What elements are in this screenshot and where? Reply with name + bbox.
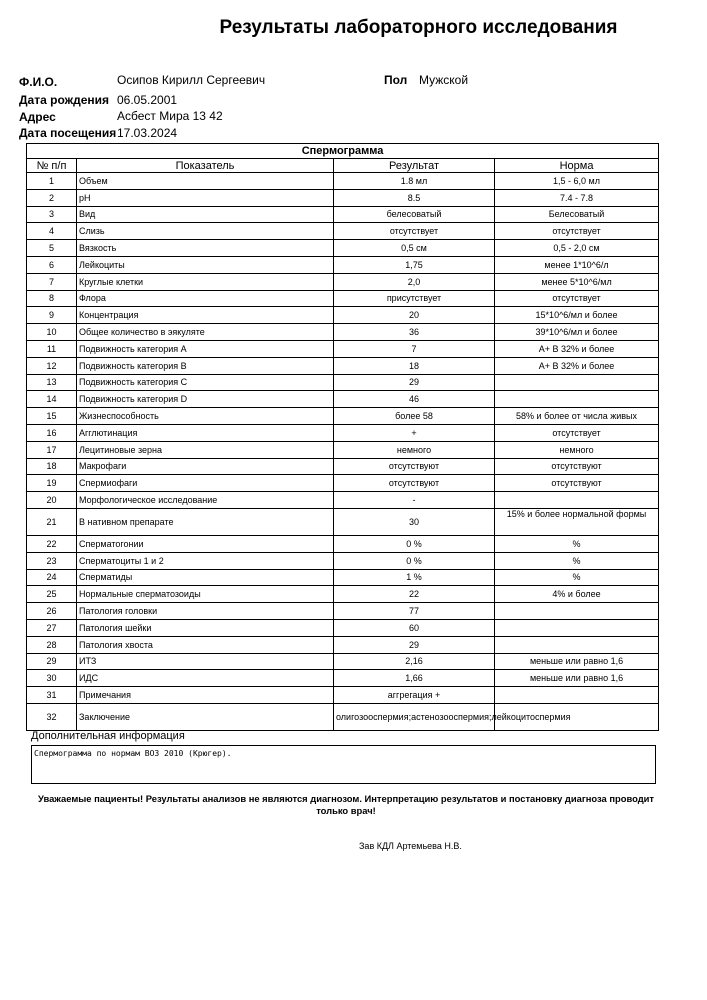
row-norm: % bbox=[495, 552, 659, 569]
table-row bbox=[27, 475, 659, 492]
row-number: 19 bbox=[27, 475, 77, 492]
row-result: 1 % bbox=[334, 569, 495, 586]
row-indicator: Агглютинация bbox=[77, 424, 334, 441]
row-number: 32 bbox=[27, 703, 77, 730]
row-norm bbox=[495, 687, 659, 704]
row-indicator: Лецитиновые зерна bbox=[77, 441, 334, 458]
row-norm: Белесоватый bbox=[495, 206, 659, 223]
row-number: 18 bbox=[27, 458, 77, 475]
row-number: 7 bbox=[27, 273, 77, 290]
table-row bbox=[27, 636, 659, 653]
row-indicator: Лейкоциты bbox=[77, 256, 334, 273]
row-norm: меньше или равно 1,6 bbox=[495, 653, 659, 670]
row-indicator: Сперматиды bbox=[77, 569, 334, 586]
row-norm bbox=[495, 391, 659, 408]
table-row bbox=[27, 307, 659, 324]
row-indicator: Спермиофаги bbox=[77, 475, 334, 492]
row-indicator: Круглые клетки bbox=[77, 273, 334, 290]
row-result: - bbox=[334, 492, 495, 509]
additional-info-box bbox=[31, 745, 656, 784]
table-row bbox=[27, 324, 659, 341]
table-row bbox=[27, 458, 659, 475]
row-result: аггрегация + bbox=[334, 687, 495, 704]
row-indicator: Концентрация bbox=[77, 307, 334, 324]
column-header-result: Результат bbox=[334, 159, 495, 173]
row-result: отсутствуют bbox=[334, 475, 495, 492]
row-norm: немного bbox=[495, 441, 659, 458]
row-norm: отсутствуют bbox=[495, 458, 659, 475]
row-norm: отсутствуют bbox=[495, 475, 659, 492]
table-row bbox=[27, 492, 659, 509]
row-indicator: Слизь bbox=[77, 223, 334, 240]
row-norm bbox=[495, 374, 659, 391]
signature: Зав КДЛ Артемьева Н.В. bbox=[359, 841, 462, 851]
row-norm: 15% и более нормальной формы bbox=[495, 508, 659, 535]
row-number: 20 bbox=[27, 492, 77, 509]
row-indicator: Примечания bbox=[77, 687, 334, 704]
row-norm: менее 5*10^6/мл bbox=[495, 273, 659, 290]
address-value: Асбест Мира 13 42 bbox=[117, 109, 223, 123]
row-indicator: Морфологическое исследование bbox=[77, 492, 334, 509]
row-indicator: Объем bbox=[77, 173, 334, 190]
table-row bbox=[27, 535, 659, 552]
row-indicator: Вид bbox=[77, 206, 334, 223]
row-number: 31 bbox=[27, 687, 77, 704]
row-result: 1,66 bbox=[334, 670, 495, 687]
row-indicator: Патология головки bbox=[77, 603, 334, 620]
row-number: 30 bbox=[27, 670, 77, 687]
row-result: присутствует bbox=[334, 290, 495, 307]
table-row bbox=[27, 569, 659, 586]
row-number: 14 bbox=[27, 391, 77, 408]
row-norm: 39*10^6/мл и более bbox=[495, 324, 659, 341]
table-row bbox=[27, 340, 659, 357]
row-norm: менее 1*10^6/л bbox=[495, 256, 659, 273]
page-title: Результаты лабораторного исследования bbox=[219, 17, 618, 38]
table-caption: Спермограмма bbox=[27, 144, 659, 159]
results-table bbox=[26, 143, 659, 731]
row-result: отсутствует bbox=[334, 223, 495, 240]
row-result: 2,16 bbox=[334, 653, 495, 670]
row-norm: отсутствует bbox=[495, 290, 659, 307]
row-indicator: Сперматоциты 1 и 2 bbox=[77, 552, 334, 569]
row-norm: отсутствует bbox=[495, 424, 659, 441]
row-norm: 58% и более от числа живых bbox=[495, 408, 659, 425]
fio-value: Осипов Кирилл Сергеевич bbox=[117, 73, 266, 87]
fio-label: Ф.И.О. bbox=[19, 75, 58, 89]
row-number: 5 bbox=[27, 240, 77, 257]
row-indicator: Заключение bbox=[77, 703, 334, 730]
row-number: 9 bbox=[27, 307, 77, 324]
row-number: 22 bbox=[27, 535, 77, 552]
table-row bbox=[27, 374, 659, 391]
row-number: 21 bbox=[27, 508, 77, 535]
table-row bbox=[27, 240, 659, 257]
sex-value: Мужской bbox=[419, 73, 469, 87]
row-norm bbox=[495, 603, 659, 620]
row-indicator: Подвижность категория В bbox=[77, 357, 334, 374]
row-indicator: Жизнеспособность bbox=[77, 408, 334, 425]
row-result: 77 bbox=[334, 603, 495, 620]
table-row bbox=[27, 256, 659, 273]
row-result: 8.5 bbox=[334, 189, 495, 206]
dob-label: Дата рождения bbox=[19, 93, 110, 107]
table-row bbox=[27, 552, 659, 569]
table-row bbox=[27, 273, 659, 290]
row-result: 20 bbox=[334, 307, 495, 324]
sex-label: Пол bbox=[384, 73, 408, 87]
table-row bbox=[27, 670, 659, 687]
row-indicator: В нативном препарате bbox=[77, 508, 334, 535]
row-indicator: pH bbox=[77, 189, 334, 206]
row-number: 24 bbox=[27, 569, 77, 586]
row-number: 16 bbox=[27, 424, 77, 441]
table-row bbox=[27, 357, 659, 374]
table-row bbox=[27, 653, 659, 670]
dob-value: 06.05.2001 bbox=[117, 93, 178, 107]
row-number: 13 bbox=[27, 374, 77, 391]
table-row bbox=[27, 586, 659, 603]
row-number: 29 bbox=[27, 653, 77, 670]
table-row bbox=[27, 424, 659, 441]
disclaimer-notice: Уважаемые пациенты! Результаты анализов не являются диагнозом. Интерпретацию результатов и постановку диагноза проводит только врач! bbox=[37, 793, 655, 816]
row-norm: 0,5 - 2,0 см bbox=[495, 240, 659, 257]
row-indicator: Подвижность категория D bbox=[77, 391, 334, 408]
table-row bbox=[27, 223, 659, 240]
row-norm: 15*10^6/мл и более bbox=[495, 307, 659, 324]
row-norm: % bbox=[495, 569, 659, 586]
row-result: 30 bbox=[334, 508, 495, 535]
address-label: Адрес bbox=[19, 110, 56, 124]
table-row bbox=[27, 290, 659, 307]
row-result: 36 bbox=[334, 324, 495, 341]
row-norm bbox=[495, 619, 659, 636]
row-result: 22 bbox=[334, 586, 495, 603]
row-number: 11 bbox=[27, 340, 77, 357]
column-header-norm: Норма bbox=[495, 159, 659, 173]
table-row bbox=[27, 408, 659, 425]
row-number: 10 bbox=[27, 324, 77, 341]
table-row bbox=[27, 603, 659, 620]
row-number: 15 bbox=[27, 408, 77, 425]
additional-info-title: Дополнительная информация bbox=[31, 730, 185, 742]
visit-label: Дата посещения bbox=[19, 126, 117, 140]
row-result: 60 bbox=[334, 619, 495, 636]
row-indicator: Вязкость bbox=[77, 240, 334, 257]
row-indicator: Подвижность категория А bbox=[77, 340, 334, 357]
row-result: + bbox=[334, 424, 495, 441]
row-result: 1,75 bbox=[334, 256, 495, 273]
row-result: белесоватый bbox=[334, 206, 495, 223]
column-header-indicator: Показатель bbox=[77, 159, 334, 173]
row-indicator: Сперматогонии bbox=[77, 535, 334, 552]
table-row bbox=[27, 206, 659, 223]
row-number: 25 bbox=[27, 586, 77, 603]
row-norm: % bbox=[495, 535, 659, 552]
table-row bbox=[27, 508, 659, 535]
row-result: 18 bbox=[334, 357, 495, 374]
row-number: 2 bbox=[27, 189, 77, 206]
row-norm: меньше или равно 1,6 bbox=[495, 670, 659, 687]
row-norm: 7.4 - 7.8 bbox=[495, 189, 659, 206]
table-row bbox=[27, 391, 659, 408]
row-number: 23 bbox=[27, 552, 77, 569]
row-number: 27 bbox=[27, 619, 77, 636]
row-result: 2,0 bbox=[334, 273, 495, 290]
row-indicator: Макрофаги bbox=[77, 458, 334, 475]
row-result: немного bbox=[334, 441, 495, 458]
row-number: 26 bbox=[27, 603, 77, 620]
row-norm: отсутствует bbox=[495, 223, 659, 240]
row-indicator: ИТЗ bbox=[77, 653, 334, 670]
row-indicator: Патология хвоста bbox=[77, 636, 334, 653]
row-norm: 1,5 - 6,0 мл bbox=[495, 173, 659, 190]
row-norm: А+ В 32% и более bbox=[495, 340, 659, 357]
table-row bbox=[27, 703, 659, 730]
row-result: олигозооспермия;астенозооспермия;лейкоцитоспермия bbox=[334, 703, 495, 730]
row-result: 1.8 мл bbox=[334, 173, 495, 190]
row-norm bbox=[495, 492, 659, 509]
row-number: 6 bbox=[27, 256, 77, 273]
row-number: 28 bbox=[27, 636, 77, 653]
row-norm bbox=[495, 636, 659, 653]
row-result: 7 bbox=[334, 340, 495, 357]
row-result: более 58 bbox=[334, 408, 495, 425]
row-number: 17 bbox=[27, 441, 77, 458]
row-indicator: Флора bbox=[77, 290, 334, 307]
row-number: 12 bbox=[27, 357, 77, 374]
row-result: 0 % bbox=[334, 552, 495, 569]
row-norm: 4% и более bbox=[495, 586, 659, 603]
row-number: 1 bbox=[27, 173, 77, 190]
table-row bbox=[27, 687, 659, 704]
row-norm: А+ В 32% и более bbox=[495, 357, 659, 374]
row-indicator: Нормальные сперматозоиды bbox=[77, 586, 334, 603]
row-result: 0,5 см bbox=[334, 240, 495, 257]
table-row bbox=[27, 619, 659, 636]
row-result: 46 bbox=[334, 391, 495, 408]
row-number: 3 bbox=[27, 206, 77, 223]
table-row bbox=[27, 189, 659, 206]
visit-value: 17.03.2024 bbox=[117, 126, 178, 140]
row-indicator: Подвижность категория С bbox=[77, 374, 334, 391]
table-row bbox=[27, 173, 659, 190]
row-result: 0 % bbox=[334, 535, 495, 552]
row-result: 29 bbox=[334, 374, 495, 391]
row-number: 8 bbox=[27, 290, 77, 307]
row-number: 4 bbox=[27, 223, 77, 240]
row-result: 29 bbox=[334, 636, 495, 653]
row-indicator: Общее количество в эякуляте bbox=[77, 324, 334, 341]
row-result: отсутствуют bbox=[334, 458, 495, 475]
row-indicator: ИДС bbox=[77, 670, 334, 687]
column-header-number: № п/п bbox=[27, 159, 77, 173]
row-indicator: Патология шейки bbox=[77, 619, 334, 636]
additional-info-text: Спермограмма по нормам ВОЗ 2010 (Крюгер). bbox=[34, 749, 232, 758]
table-row bbox=[27, 441, 659, 458]
